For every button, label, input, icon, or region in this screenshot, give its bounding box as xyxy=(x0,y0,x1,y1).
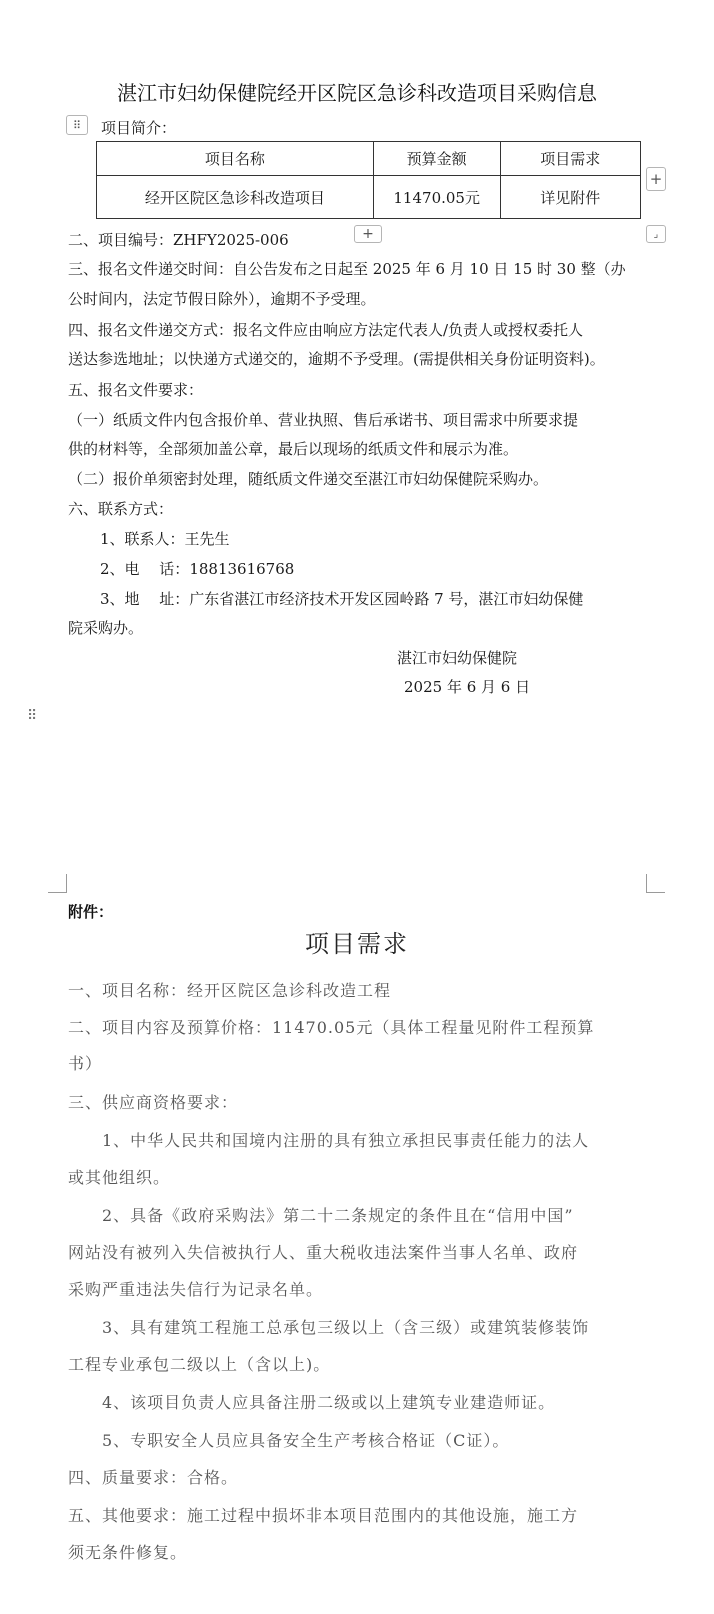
contact-address-line-2: 院采购办。 xyxy=(68,619,144,637)
item-3-line-1: 三、报名文件递交时间：自公告发布之日起至 2025 年 6 月 10 日 15 时 30 整（办 xyxy=(68,260,626,278)
table-row xyxy=(97,176,641,219)
req-line: 四、质量要求：合格。 xyxy=(68,1468,239,1487)
contact-phone-value: 18813616768 xyxy=(189,560,295,578)
requirements-heading: 项目需求 xyxy=(305,930,409,958)
drag-handle-icon[interactable]: ⠿ xyxy=(27,708,38,724)
item-3-line-2: 公时间内，法定节假日除外），逾期不予受理。 xyxy=(68,290,376,308)
item-6-heading: 六、联系方式： xyxy=(68,500,174,518)
contact-person: 1、联系人：王先生 xyxy=(100,530,230,548)
req-line: 1、中华人民共和国境内注册的具有独立承担民事责任能力的法人 xyxy=(102,1131,590,1150)
table-resize-icon[interactable]: ⌟ xyxy=(646,225,666,243)
add-column-icon[interactable]: + xyxy=(646,167,666,191)
attachment-label: 附件： xyxy=(68,903,114,921)
req-line: 三、供应商资格要求： xyxy=(68,1093,239,1112)
signature: 湛江市妇幼保健院 xyxy=(397,649,518,667)
page-corner-mark-left xyxy=(48,874,67,893)
cell-requirement: 详见附件 xyxy=(500,176,640,219)
req-line: 一、项目名称：经开区院区急诊科改造工程 xyxy=(68,981,392,1000)
header-requirement: 项目需求 xyxy=(500,142,640,176)
req-line: 二、项目内容及预算价格：11470.05元（具体工程量见附件工程预算 xyxy=(68,1018,595,1037)
req-line: 或其他组织。 xyxy=(68,1168,171,1187)
date: 2025 年 6 月 6 日 xyxy=(404,678,531,696)
item-4-line-2: 送达参选地址；以快递方式递交的，逾期不予受理。(需提供相关身份证明资料)。 xyxy=(68,350,605,368)
contact-phone-label: 2、电 话： xyxy=(100,560,190,578)
header-project-name: 项目名称 xyxy=(97,142,374,176)
req-line: 采购严重违法失信行为记录名单。 xyxy=(68,1280,324,1299)
table-move-handle-icon[interactable]: ⠿ xyxy=(66,115,88,135)
page-title: 湛江市妇幼保健院经开区院区急诊科改造项目采购信息 xyxy=(117,81,597,105)
req-line: 网站没有被列入失信被执行人、重大税收违法案件当事人名单、政府 xyxy=(68,1243,579,1262)
req-line: 五、其他要求：施工过程中损坏非本项目范围内的其他设施，施工方 xyxy=(68,1506,579,1525)
cell-budget: 11470.05元 xyxy=(373,176,500,219)
table-header-row xyxy=(97,142,641,176)
intro-label: 项目简介： xyxy=(101,119,177,137)
contact-phone xyxy=(100,558,294,579)
req-line: 5、专职安全人员应具备安全生产考核合格证（C证）。 xyxy=(102,1431,510,1450)
req-line: 工程专业承包二级以上（含以上)。 xyxy=(68,1355,331,1374)
req-line: 4、该项目负责人应具备注册二级或以上建筑专业建造师证。 xyxy=(102,1393,556,1412)
page-corner-mark-right xyxy=(646,874,665,893)
req-line: 书） xyxy=(68,1054,103,1073)
item-5-1-line-2: 供的材料等，全部须加盖公章，最后以现场的纸质文件和展示为准。 xyxy=(68,440,519,458)
add-row-icon[interactable]: + xyxy=(354,225,382,243)
contact-address-line-1: 3、地 址：广东省湛江市经济技术开发区园岭路 7 号，湛江市妇幼保健 xyxy=(100,590,584,608)
item-5-1-line-1: （一）纸质文件内包含报价单、营业执照、售后承诺书、项目需求中所要求提 xyxy=(68,411,579,429)
req-line: 须无条件修复。 xyxy=(68,1543,188,1562)
item-4-line-1: 四、报名文件递交方式：报名文件应由响应方法定代表人/负责人或授权委托人 xyxy=(68,321,584,339)
req-line: 2、具备《政府采购法》第二十二条规定的条件且在“信用中国” xyxy=(102,1206,574,1225)
cell-project-name: 经开区院区急诊科改造项目 xyxy=(97,176,374,219)
item-5-heading: 五、报名文件要求： xyxy=(68,381,204,399)
header-budget: 预算金额 xyxy=(373,142,500,176)
item-2-project-number: 二、项目编号：ZHFY2025-006 xyxy=(68,231,289,249)
req-line: 3、具有建筑工程施工总承包三级以上（含三级）或建筑装修装饰 xyxy=(102,1318,590,1337)
item-5-2: （二）报价单须密封处理，随纸质文件递交至湛江市妇幼保健院采购办。 xyxy=(68,470,549,488)
project-table xyxy=(96,141,641,219)
